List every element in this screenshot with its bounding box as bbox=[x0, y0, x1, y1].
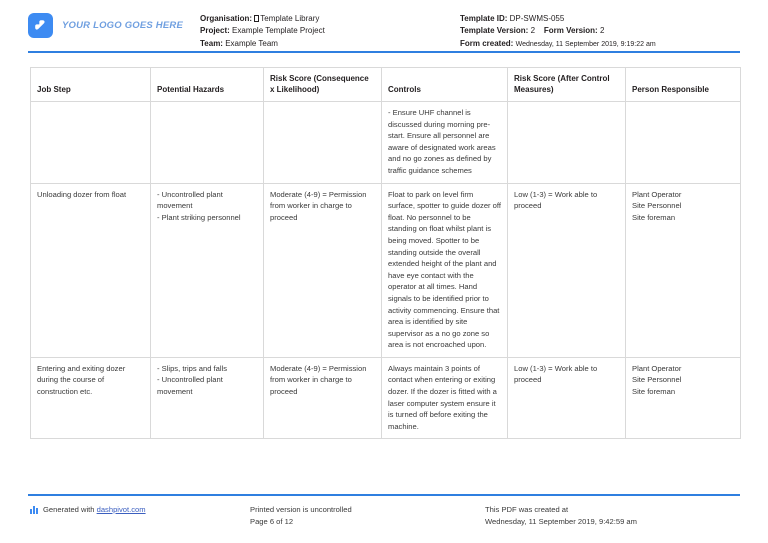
footer-pdf-created-label: This PDF was created at bbox=[485, 505, 569, 514]
cell-controls: Float to park on level firm surface, spotter to guide dozer off float. No personnel to be standing on float whilst plant is being moved. Spotter to be standing outside the overall extended height of the plant and have eye contact with the operator at all times. Hand signals to be identified prior to activity commencing. Ensure that area is identified by site supervisor as a no go zone so area is not encroached upon. bbox=[382, 183, 508, 357]
table-header bbox=[31, 68, 741, 102]
meta-organisation bbox=[200, 13, 460, 25]
footer-page-number: Page 6 of 12 bbox=[250, 516, 294, 526]
table-row bbox=[31, 102, 741, 184]
footer-generated-prefix: Generated with bbox=[43, 505, 97, 514]
meta-form-created-label: Form created: bbox=[460, 38, 514, 48]
meta-template-id-value: DP-SWMS-055 bbox=[509, 14, 565, 23]
dashpivot-logo-icon bbox=[28, 13, 53, 38]
footer-generated-with bbox=[0, 504, 250, 527]
footer-print-info bbox=[250, 504, 485, 527]
cell-person-responsible: Plant Operator Site Personnel Site foreman bbox=[626, 357, 741, 439]
bar-chart-icon bbox=[30, 505, 38, 514]
cell-risk-score-after: Low (1-3) = Work able to proceed bbox=[508, 183, 626, 357]
meta-project-label: Project: bbox=[200, 26, 230, 36]
logo-block bbox=[0, 13, 200, 38]
cell-risk-score-after: Low (1-3) = Work able to proceed bbox=[508, 357, 626, 439]
cell-job-step: Unloading dozer from float bbox=[31, 183, 151, 357]
logo-placeholder-text: YOUR LOGO GOES HERE bbox=[62, 20, 183, 31]
header-meta-right bbox=[460, 13, 750, 51]
meta-form-created-value: Wednesday, 11 September 2019, 9:19:22 am bbox=[515, 40, 656, 48]
document-header bbox=[0, 0, 768, 50]
header-meta-left bbox=[200, 13, 460, 50]
cell-person-responsible: Plant Operator Site Personnel Site foreman bbox=[626, 183, 741, 357]
column-header-controls: Controls bbox=[382, 68, 508, 102]
footer-pdf-info bbox=[485, 504, 768, 527]
cell-person-responsible bbox=[626, 102, 741, 184]
cell-controls: - Ensure UHF channel is discussed during morning pre-start. Ensure all personnel are aware of designated work areas and no go zones as defined by traffic guidance schemes bbox=[382, 102, 508, 184]
header-divider bbox=[28, 51, 740, 53]
meta-template-id-label: Template ID: bbox=[460, 14, 508, 23]
missing-glyph-icon bbox=[254, 15, 259, 22]
footer-pdf-created-value: Wednesday, 11 September 2019, 9:42:59 am bbox=[485, 516, 637, 526]
document-footer bbox=[0, 504, 768, 527]
meta-project-value: Example Template Project bbox=[232, 26, 325, 36]
cell-potential-hazards: - Uncontrolled plant movement - Plant striking personnel bbox=[151, 183, 264, 357]
swms-table-container bbox=[30, 67, 740, 439]
cell-job-step: Entering and exiting dozer during the course of construction etc. bbox=[31, 357, 151, 439]
meta-team-label: Team: bbox=[200, 38, 223, 48]
meta-versions bbox=[460, 25, 750, 37]
meta-template-version-value: 2 bbox=[530, 26, 536, 36]
footer-generated-text bbox=[43, 504, 146, 516]
swms-table bbox=[30, 67, 741, 439]
column-header-potential-hazards: Potential Hazards bbox=[151, 68, 264, 102]
meta-team bbox=[200, 38, 460, 50]
cell-risk-score-before: Moderate (4-9) = Permission from worker in charge to proceed bbox=[264, 183, 382, 357]
cell-risk-score-before: Moderate (4-9) = Permission from worker in charge to proceed bbox=[264, 357, 382, 439]
column-header-risk-score-after: Risk Score (After Control Measures) bbox=[508, 68, 626, 102]
column-header-risk-score-before: Risk Score (Consequence x Likelihood) bbox=[264, 68, 382, 102]
meta-organisation-value: Template Library bbox=[260, 14, 320, 23]
table-header-row bbox=[31, 68, 741, 102]
table-body bbox=[31, 102, 741, 439]
footer-print-notice: Printed version is uncontrolled bbox=[250, 505, 352, 514]
meta-team-value: Example Team bbox=[225, 38, 278, 48]
meta-template-version-label: Template Version: bbox=[460, 26, 529, 36]
cell-risk-score-before bbox=[264, 102, 382, 184]
cell-potential-hazards: - Slips, trips and falls - Uncontrolled plant movement bbox=[151, 357, 264, 439]
meta-project bbox=[200, 25, 460, 37]
meta-form-version-label: Form Version: bbox=[543, 26, 598, 36]
cell-risk-score-after bbox=[508, 102, 626, 184]
meta-form-created bbox=[460, 38, 750, 51]
meta-form-version-value: 2 bbox=[599, 26, 605, 36]
column-header-person-responsible: Person Responsible bbox=[626, 68, 741, 102]
cell-potential-hazards bbox=[151, 102, 264, 184]
dashpivot-link[interactable]: dashpivot.com bbox=[96, 505, 146, 514]
meta-template-id bbox=[460, 13, 750, 25]
table-row bbox=[31, 357, 741, 439]
column-header-job-step: Job Step bbox=[31, 68, 151, 102]
footer-divider bbox=[28, 494, 740, 496]
table-row bbox=[31, 183, 741, 357]
cell-job-step bbox=[31, 102, 151, 184]
cell-controls: Always maintain 3 points of contact when entering or exiting dozer. If the dozer is fitted with a laser computer system ensure it is turned off before exiting the machine. bbox=[382, 357, 508, 439]
meta-organisation-label: Organisation: bbox=[200, 14, 253, 23]
